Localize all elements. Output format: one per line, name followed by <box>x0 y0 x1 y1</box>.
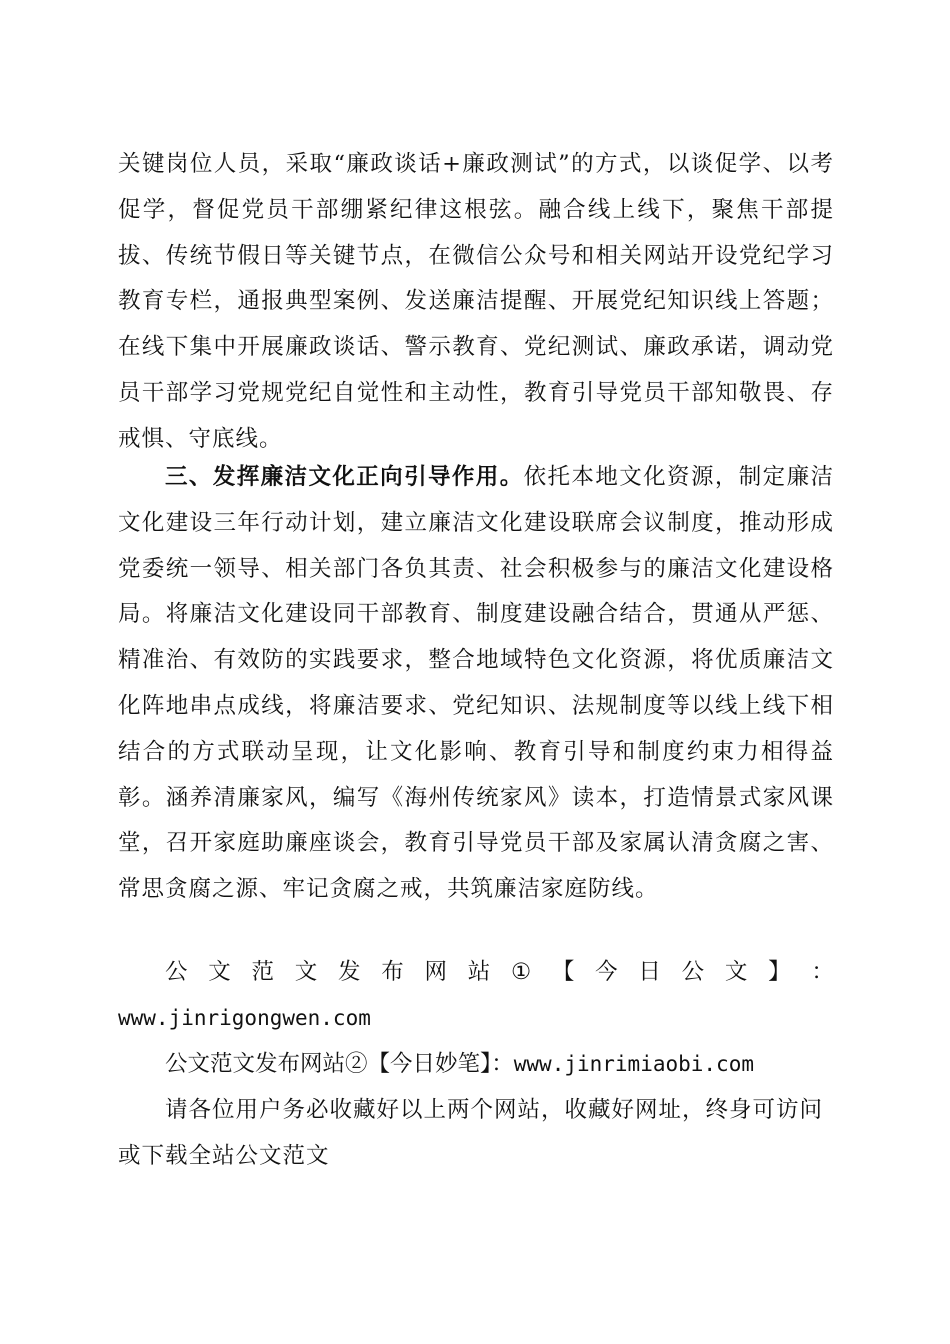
paragraph-2-body: 依托本地文化资源，制定廉洁文化建设三年行动计划，建立廉洁文化建设联席会议制度，推动形成党委统一领导、相关部门各负其责、社会积极参与的廉洁文化建设格局。将廉洁文化建设同干部教育、制度建设融合结合，贯通从严惩、精准治、有效防的实践要求，整合地域特色文化资源，将优质廉洁文化阵地串点成线，将廉洁要求、党纪知识、法规制度等以线上线下相结合的方式联动呈现，让文化影响、教育引导和制度约束力相得益彰。涵养清廉家风，编写《海州传统家风》读本，打造情景式家风课堂，召开家庭助廉座谈会，教育引导党员干部及家属认清贪腐之害、常思贪腐之源、牢记贪腐之戒，共筑廉洁家庭防线。 <box>118 464 834 903</box>
website-1-label-char: 公 <box>681 959 705 985</box>
website-1-label-char: 】 <box>768 959 791 985</box>
website-1-label-char: 今 <box>595 959 618 985</box>
website-1-label-char: 公 <box>165 959 188 985</box>
collection-note: 请各位用户务必收藏好以上两个网站，收藏好网址，终身可访问或下载全站公文范文 <box>118 1097 824 1169</box>
website-1-label <box>165 950 834 996</box>
website-1-label-char: 站 <box>467 959 491 985</box>
website-1-label-char: 网 <box>424 959 448 985</box>
website-1-label-char: 文 <box>294 959 318 985</box>
website-1-label-char: 发 <box>338 959 361 985</box>
website-1-label-char: ： <box>811 959 834 985</box>
section-heading: 三、发挥廉洁文化正向引导作用。 <box>165 464 524 490</box>
website-1-label-char: ① <box>511 959 532 985</box>
website-2-line <box>165 1042 881 1088</box>
website-1-label-char: 范 <box>251 959 275 985</box>
website-2-label: 公文范文发布网站②【今日妙笔】： <box>165 1051 514 1077</box>
website-1-url[interactable]: www.jinrigongwen.com <box>118 1006 371 1030</box>
website-2-url[interactable]: www.jinrimiaobi.com <box>513 1052 754 1076</box>
paragraph-2 <box>118 455 834 913</box>
website-1-label-char: 文 <box>724 959 748 985</box>
website-1-label-char: 文 <box>208 959 231 985</box>
website-1-label-char: 布 <box>381 959 404 985</box>
website-1-label-char: 日 <box>638 959 661 985</box>
paragraph-1: 关键岗位人员，采取“廉政谈话+廉政测试”的方式，以谈促学、以考促学，督促党员干部绷紧纪律这根弦。融合线上线下，聚焦干部提拔、传统节假日等关键节点，在微信公众号和相关网站开设党纪学习教育专栏，通报典型案例、发送廉洁提醒、开展党纪知识线上答题；在线下集中开展廉政谈话、警示教育、党纪测试、廉政承诺，调动党员干部学习党规党纪自觉性和主动性，教育引导党员干部知敬畏、存戒惧、守底线。 <box>118 151 834 452</box>
website-1-label-char: 【 <box>551 959 575 985</box>
